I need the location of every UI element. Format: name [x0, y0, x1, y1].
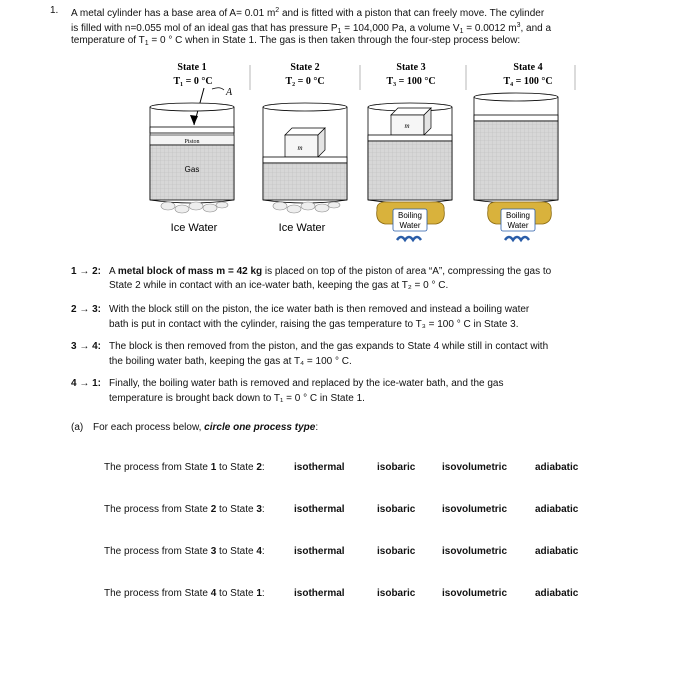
cylinder-state-2: [263, 103, 347, 234]
state-1-title: State 1: [177, 62, 207, 73]
row-4-choice-adiabatic[interactable]: adiabatic: [535, 588, 579, 599]
boiling-label-3b: Water: [399, 221, 421, 230]
gas-label: Gas: [184, 165, 200, 174]
row-3-choice-isovolumetric[interactable]: isovolumetric: [442, 546, 508, 557]
row-1-choice-isothermal[interactable]: isothermal: [294, 462, 345, 473]
row-2-choice-isobaric[interactable]: isobaric: [377, 504, 416, 515]
boiling-bath-4: [488, 202, 552, 240]
step-1-line-2: State 2 while in contact with an ice-water bath, keeping the gas at T₂ = 0 ° C.: [109, 280, 449, 291]
row-3-choice-isothermal[interactable]: isothermal: [294, 546, 345, 557]
step-3-line-2: the boiling water bath, keeping the gas at T₄ = 100 ° C.: [109, 356, 352, 367]
state-1-temp: T₁ = 0 °C: [173, 76, 213, 87]
row-4-choice-isobaric[interactable]: isobaric: [377, 588, 416, 599]
step-4-line-1: Finally, the boiling water bath is removed and replaced by the ice-water bath, and the gas: [109, 378, 504, 389]
process-row-1-label: The process from State 1 to State 2:: [104, 462, 265, 473]
state-2-temp: T₂ = 0 °C: [285, 76, 325, 87]
step-2-arrow: 2 → 3:: [71, 304, 102, 315]
cylinder-state-3: [368, 103, 452, 240]
step-1-line-1: A metal block of mass m = 42 kg is placed on top of the piston of area “A”, compressing the gas to: [109, 266, 552, 277]
boiling-label-3a: Boiling: [397, 211, 423, 220]
process-row-3-label: The process from State 3 to State 4:: [104, 546, 265, 557]
cylinder-diagram: [0, 0, 685, 260]
row-1-choice-isovolumetric[interactable]: isovolumetric: [442, 462, 508, 473]
step-4-line-2: temperature is brought back down to T₁ = 0 ° C in State 1.: [109, 393, 365, 404]
question-line-3: temperature of $T_1 = 0$ ° C when in State 1. The gas is then taken through the four-step process below:: [71, 35, 521, 47]
state-3-temp: T₃ = 100 °C: [386, 76, 436, 87]
state-2-title: State 2: [290, 62, 320, 73]
row-2-choice-adiabatic[interactable]: adiabatic: [535, 504, 579, 515]
row-2-choice-isothermal[interactable]: isothermal: [294, 504, 345, 515]
step-3-arrow: 3 → 4:: [71, 341, 102, 352]
piston-label: Piston: [184, 139, 200, 145]
question-number: 1.: [50, 5, 59, 16]
cylinder-state-4: [474, 93, 558, 240]
question-line-2: is filled with n=0.055 mol of an ideal gas that has pressure $P_1 = 104,000$ Pa, a volume $V_1 = 0.0012$ $m^3$, and a: [71, 22, 552, 35]
step-2-line-1: With the block still on the piston, the ice water bath is then removed and instead a boiling water: [109, 304, 530, 315]
row-3-choice-adiabatic[interactable]: adiabatic: [535, 546, 579, 557]
row-2-choice-isovolumetric[interactable]: isovolumetric: [442, 504, 508, 515]
row-1-choice-isobaric[interactable]: isobaric: [377, 462, 416, 473]
mass-label-2: m: [297, 144, 303, 152]
ice-water-label-1: Ice Water: [170, 222, 218, 234]
step-4-arrow: 4 → 1:: [71, 378, 102, 389]
question-line-1: A metal cylinder has a base area of A= 0.01 $m^2$ and is fitted with a piston that can freely move. The cylinder: [71, 7, 545, 19]
row-4-choice-isothermal[interactable]: isothermal: [294, 588, 345, 599]
state-4-temp: T₄ = 100 °C: [503, 76, 553, 87]
boiling-bath-3: [377, 202, 445, 240]
process-row-2-label: The process from State 2 to State 3:: [104, 504, 265, 515]
row-3-choice-isobaric[interactable]: isobaric: [377, 546, 416, 557]
step-3-line-1: The block is then removed from the piston, and the gas expands to State 4 while still in contact with: [109, 341, 549, 352]
process-row-4-label: The process from State 4 to State 1:: [104, 588, 265, 599]
area-label: A: [226, 87, 233, 98]
row-1-choice-adiabatic[interactable]: adiabatic: [535, 462, 579, 473]
boiling-label-4a: Boiling: [505, 211, 531, 220]
row-4-choice-isovolumetric[interactable]: isovolumetric: [442, 588, 508, 599]
part-a-label: (a): [71, 422, 84, 433]
cylinder-state-1: [150, 87, 234, 234]
step-2-line-2: bath is put in contact with the cylinder, raising the gas temperature to T₃ = 100 ° C in State 3.: [109, 319, 519, 330]
step-1-arrow: 1 → 2:: [71, 266, 102, 277]
ice-water-label-2: Ice Water: [278, 222, 326, 234]
boiling-label-4b: Water: [507, 221, 529, 230]
mass-label-3: m: [404, 122, 410, 130]
state-3-title: State 3: [396, 62, 426, 73]
part-a-instruction: For each process below, circle one process type:: [93, 422, 319, 433]
state-4-title: State 4: [513, 62, 543, 73]
